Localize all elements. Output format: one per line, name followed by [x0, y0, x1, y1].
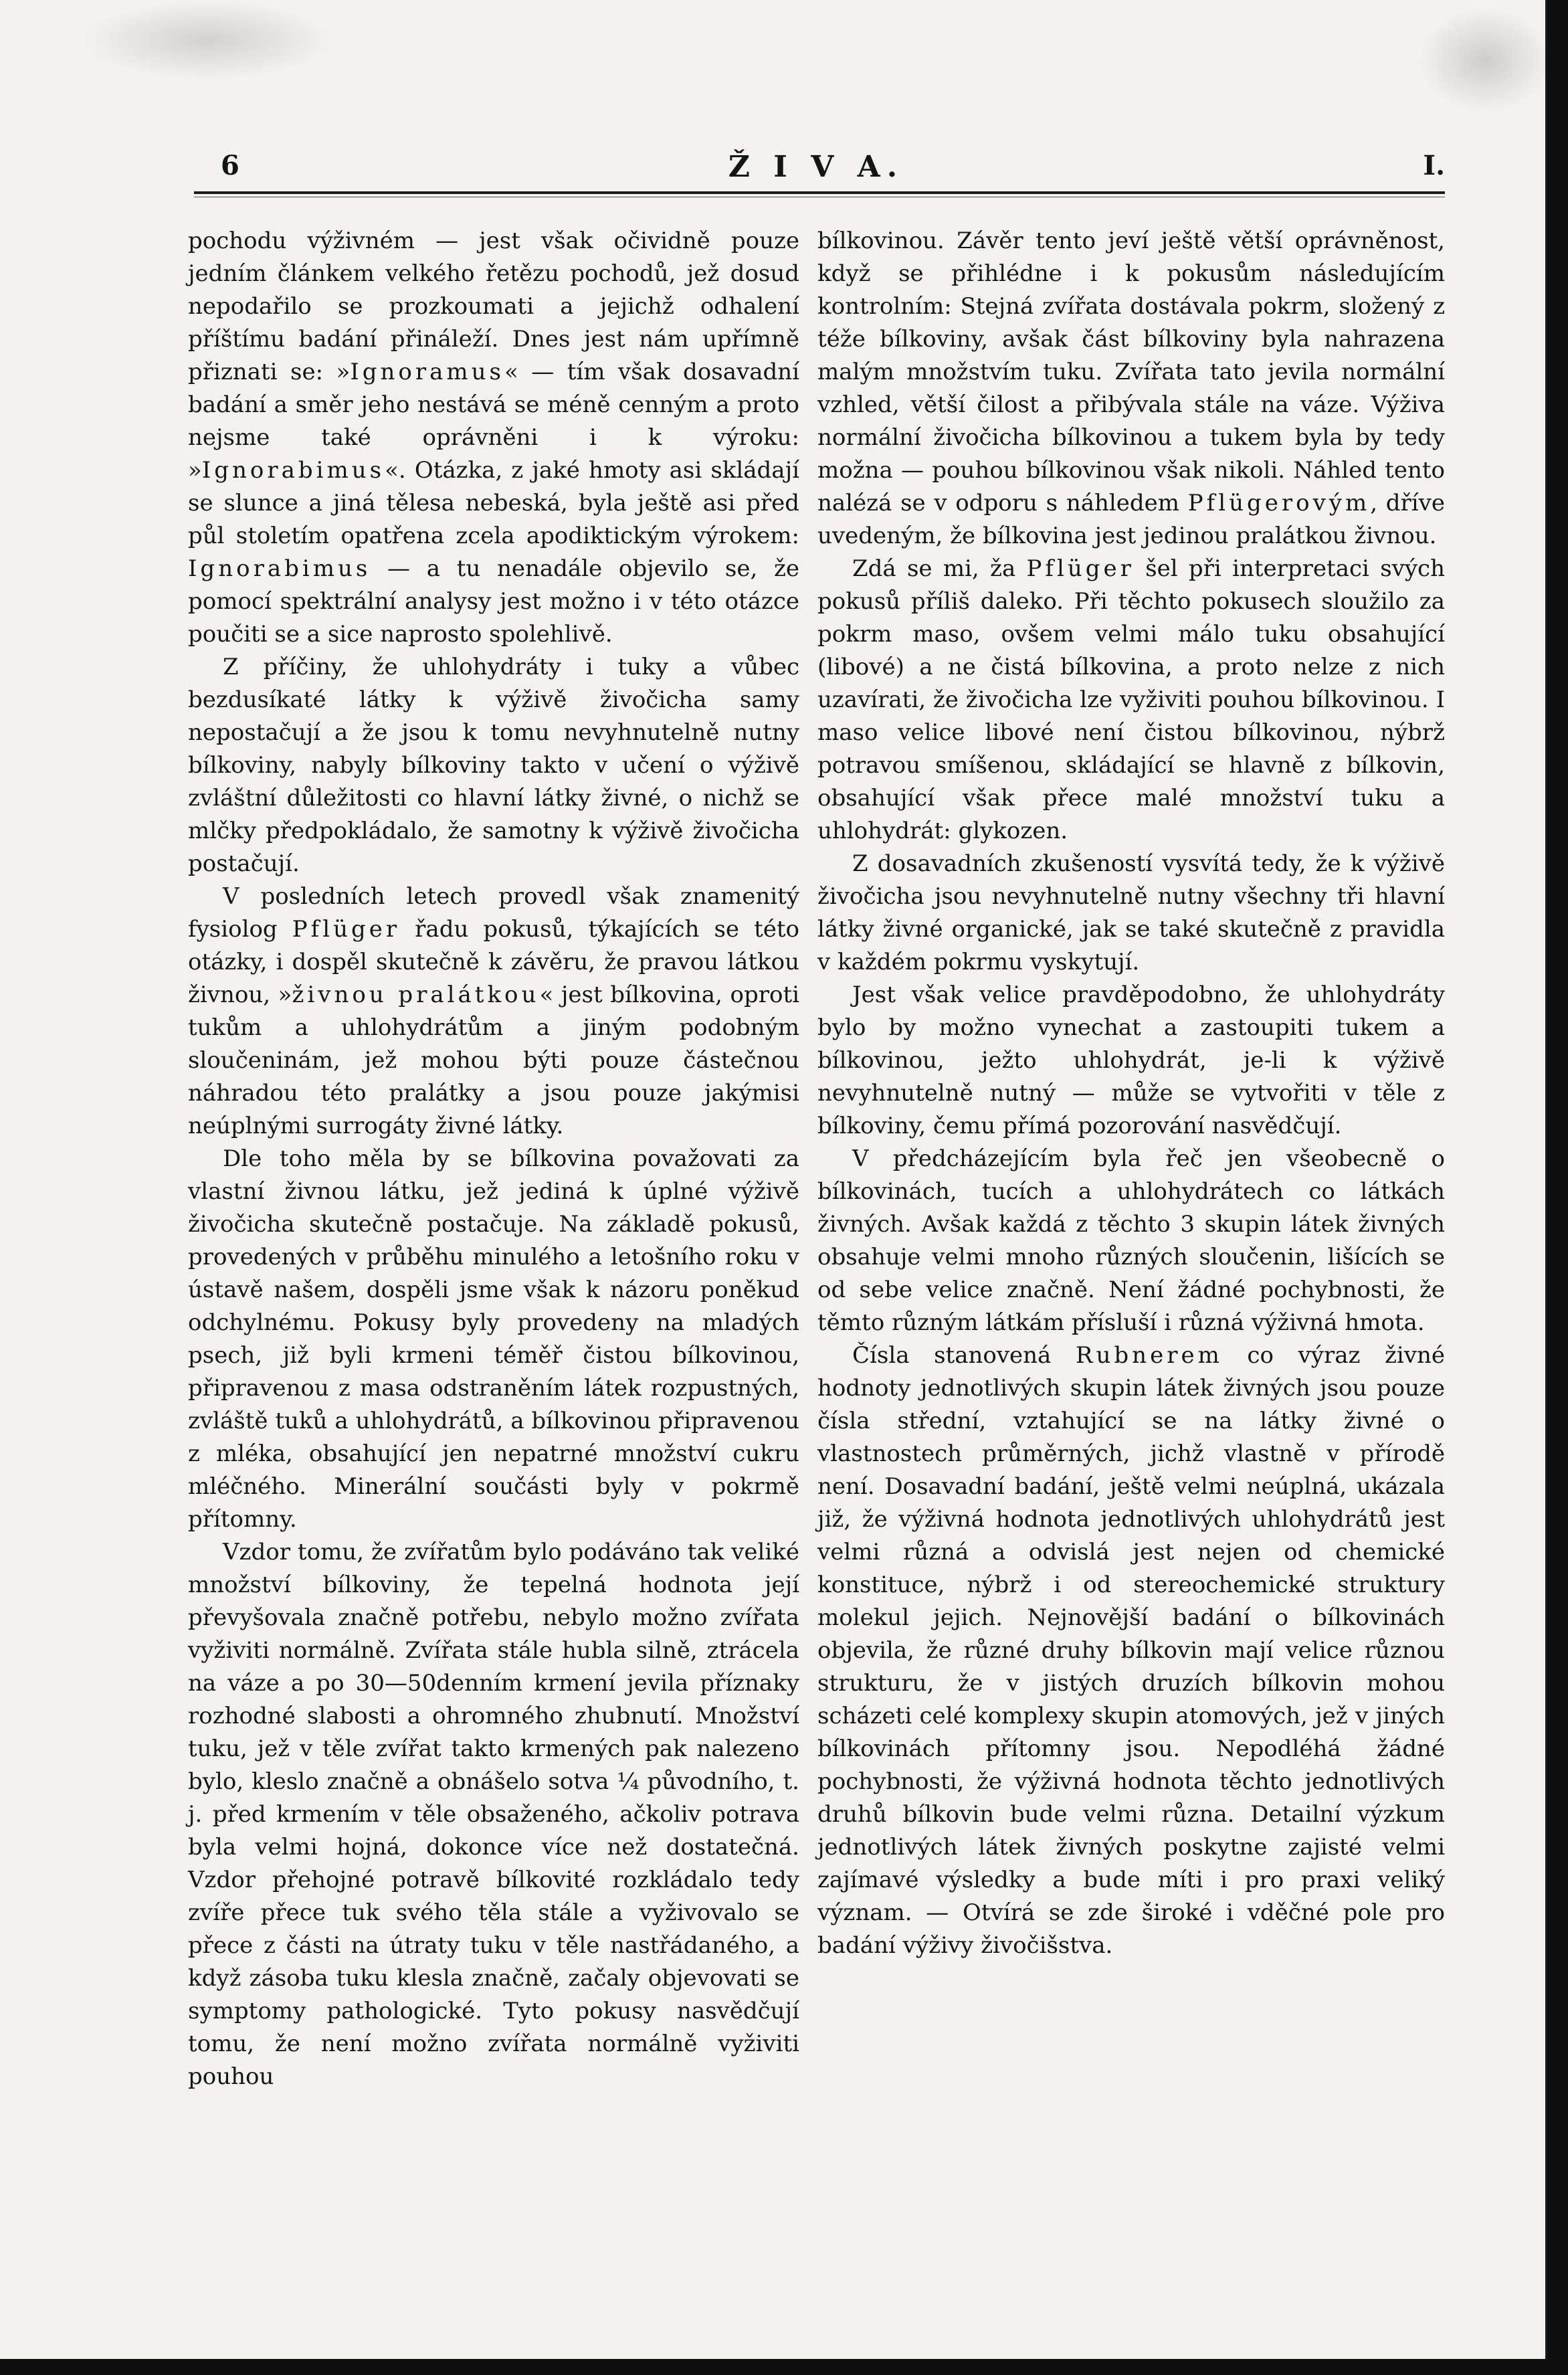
text-run: Z příčiny, že uhlohydráty i tuky a vůbec bezdusíkaté látky k výživě živočicha samy nepostačují a že jsou k tomu nevyhnutelně nutny bílkoviny, nabyly bílkoviny takto v učení o výživě zvláštní důležitosti co hlavní látky živné, o nichž se mlčky předpokládalo, že samotny k výživě živočicha postačují.	[188, 654, 799, 877]
text-run: V předcházejícím byla řeč jen všeobecně o bílkovinách, tucích a uhlohydrátech co látkách živných. Avšak každá z těchto 3 skupin látek živných obsahuje velmi mnoho různých sloučenin, lišících se od sebe velice značně. Není žádné pochybnosti, že těmto různým látkám přísluší i různá výživná hmota.	[817, 1145, 1445, 1336]
text-run: V posledních letech provedl však znamenitý fysiolog	[188, 883, 799, 943]
text-run: «. Otázka, z jaké hmoty asi skládají se slunce a jiná tělesa nebeská, byla ještě asi před půl stoletím opatřena zcela apodiktickým výrokem:	[188, 457, 799, 549]
paragraph	[188, 1536, 799, 2093]
text-run: šel při interpretaci svých pokusů příliš daleko. Při těchto pokusech sloužilo za pokrm maso, ovšem velmi málo tuku obsahující (libové) a ne čistá bílkovina, a proto nelze z nich uzavírati, že živočicha lze vyživiti pouhou bílkovinou. I maso velice libové není čistou bílkovinou, nýbrž potravou smíšenou, skládající se hlavně z bílkovin, obsahující však přece malé množství tuku a uhlohydrát: glykozen.	[817, 555, 1445, 844]
running-header	[187, 150, 1445, 190]
text-run: Čísla stanovená	[852, 1342, 1076, 1369]
paper-stain	[1418, 7, 1547, 114]
text-run: « — tím však dosavadní badání a směr jeho nestává se méně cenným a proto nejsme také oprávněni i k výroku: »	[188, 359, 799, 484]
emphasized-text: Ignorabimus	[201, 457, 385, 484]
text-run: řadu pokusů, týkajících se této otázky, i dospěl skutečně k závěru, že pravou látkou živnou, »	[188, 916, 799, 1008]
text-run: « jest bílkovina, oproti tukům a uhlohydrátům a jiným podobným sloučeninám, jež mohou býti pouze částečnou náhradou této pralátky a jsou pouze jakýmisi neúplnými surrogáty živné látky.	[188, 981, 799, 1139]
emphasized-text: Pflüger	[1026, 555, 1135, 582]
journal-title: Ž I V A.	[728, 150, 904, 184]
text-run: Vzdor tomu, že zvířatům bylo podáváno tak veliké množství bílkoviny, že tepelná hodnota její převyšovala značně potřebu, nebylo možno zvířata vyživiti normálně. Zvířata stále hubla silně, ztrácela na váze a po 30—50denním krmení jevila příznaky rozhodné slabosti a ohromného zhubnutí. Množství tuku, jež v těle zvířat takto krmených pak nalezeno bylo, kleslo značně a obnášelo sotva ¼ původního, t. j. před krmením v těle obsaženého, ačkoliv potrava byla velmi hojná, dokonce více než dostatečná. Vzdor přehojné potravě bílkovité rozkládalo tedy zvíře přece tuk svého těla stále a vyživovalo se přece z části na útraty tuku v těle nastřádaného, a když zásoba tuku klesla značně, začaly objevovati se symptomy pathologické. Tyto pokusy nasvědčují tomu, že není možno zvířata normálně vyživiti pouhou	[188, 1539, 799, 2090]
emphasized-text: Ignoramus	[350, 359, 504, 385]
paragraph	[188, 1143, 799, 1536]
text-run: — a tu nenadále objevilo se, že pomocí spektrální analysy jest možno i v této otázce poučiti se a sice naprosto spolehlivě.	[188, 555, 799, 648]
paragraph	[817, 225, 1445, 553]
emphasized-text: Rubnerem	[1075, 1342, 1223, 1369]
text-run: Zdá se mi, ža	[852, 555, 1027, 582]
paragraph	[817, 553, 1445, 848]
text-run: bílkovinou. Závěr tento jeví ještě větší oprávněnost, když se přihlédne i k pokusům následujícím kontrolním: Stejná zvířata dostávala pokrm, složený z téže bílkoviny, avšak část bílkoviny byla nahrazena malým množstvím tuku. Zvířata tato jevila normální vzhled, větší čilost a přibývala stále na váze. Výživa normální živočicha bílkovinou a tukem byla by tedy možna — pouhou bílkovinou však nikoli. Náhled tento nalézá se v odporu s náhledem	[817, 227, 1445, 516]
text-run: co výraz živné hodnoty jednotlivých skupin látek živných jsou pouze čísla střední, vztahující se na látky živné o vlastnostech průměrných, jichž vlastně v přírodě není. Dosavadní badání, ještě velmi neúplná, ukázala již, že výživná hodnota jednotlivých uhlohydrátů jest velmi různá a odvislá jest nejen od chemické konstituce, nýbrž i od stereochemické struktury molekul jejich. Nejnovější badání o bílkovinách objevila, že různé druhy bílkovin mají velice různou strukturu, že v jistých druzích bílkovin mohou scházeti celé komplexy skupin atomových, jež v jiných bílkovinách přítomny jsou. Nepodléhá žádné pochybnosti, že výživná hodnota těchto jednotlivých druhů bílkovin bude velmi různa. Detailní výzkum jednotlivých látek živných poskytne zajisté velmi zajímavé výsledky a bude míti i pro praxi veliký význam. — Otvírá se zde široké i vděčné pole pro badání výživy živočišstva.	[817, 1342, 1445, 1959]
text-run: Z dosavadních zkušeností vysvítá tedy, že k výživě živočicha jsou nevyhnutelně nutny všechny tři hlavní látky živné organické, jak se také skutečně z pravidla v každém pokrmu vyskytují.	[817, 850, 1445, 975]
paper-stain	[80, 0, 334, 80]
text-run: Dle toho měla by se bílkovina považovati za vlastní živnou látku, jež jediná k úplné výživě živočicha skutečně postačuje. Na základě pokusů, provedených v průběhu minulého a letošního roku v ústavě našem, dospěli jsme však k názoru poněkud odchylnému. Pokusy byly provedeny na mladých psech, již byli krmeni téměř čistou bílkovinou, připravenou z masa odstraněním látek rozpustných, zvláště tuků a uhlohydrátů, a bílkovinou připravenou z mléka, obsahující jen nepatrné množství cukru mléčného. Minerální součásti byly v pokrmě přítomny.	[188, 1145, 799, 1533]
header-rule	[194, 191, 1445, 194]
volume-number: I.	[1423, 150, 1445, 181]
emphasized-text: živnou pralátkou	[292, 981, 540, 1008]
text-run: pochodu výživném — jest však očividně pouze jedním článkem velkého řetězu pochodů, jež dosud nepodařilo se prozkoumati a jejichž odhalení příštímu badání přináleží. Dnes jest nám upřímně přiznati se: »	[188, 227, 799, 385]
paragraph	[817, 1143, 1445, 1339]
paragraph	[817, 979, 1445, 1143]
paragraph	[817, 1339, 1445, 1962]
left-column	[188, 225, 799, 2093]
emphasized-text: Ignorabimus	[188, 555, 371, 582]
emphasized-text: Pflügerovým	[1187, 490, 1371, 516]
paragraph	[188, 880, 799, 1143]
page-number: 6	[221, 150, 239, 181]
paragraph	[188, 225, 799, 651]
right-column	[817, 225, 1445, 1962]
emphasized-text: Pflüger	[292, 916, 401, 943]
paragraph	[188, 651, 799, 880]
text-run: Jest však velice pravděpodobno, že uhlohydráty bylo by možno vynechat a zastoupiti tukem a bílkovinou, ježto uhlohydrát, je-li k výživě nevyhnutelně nutný — může se vytvořiti v těle z bílkoviny, čemu přímá pozorování nasvědčují.	[817, 981, 1445, 1139]
text-run: , dříve uvedeným, že bílkovina jest jedinou pralátkou živnou.	[817, 490, 1445, 549]
paragraph	[817, 848, 1445, 979]
